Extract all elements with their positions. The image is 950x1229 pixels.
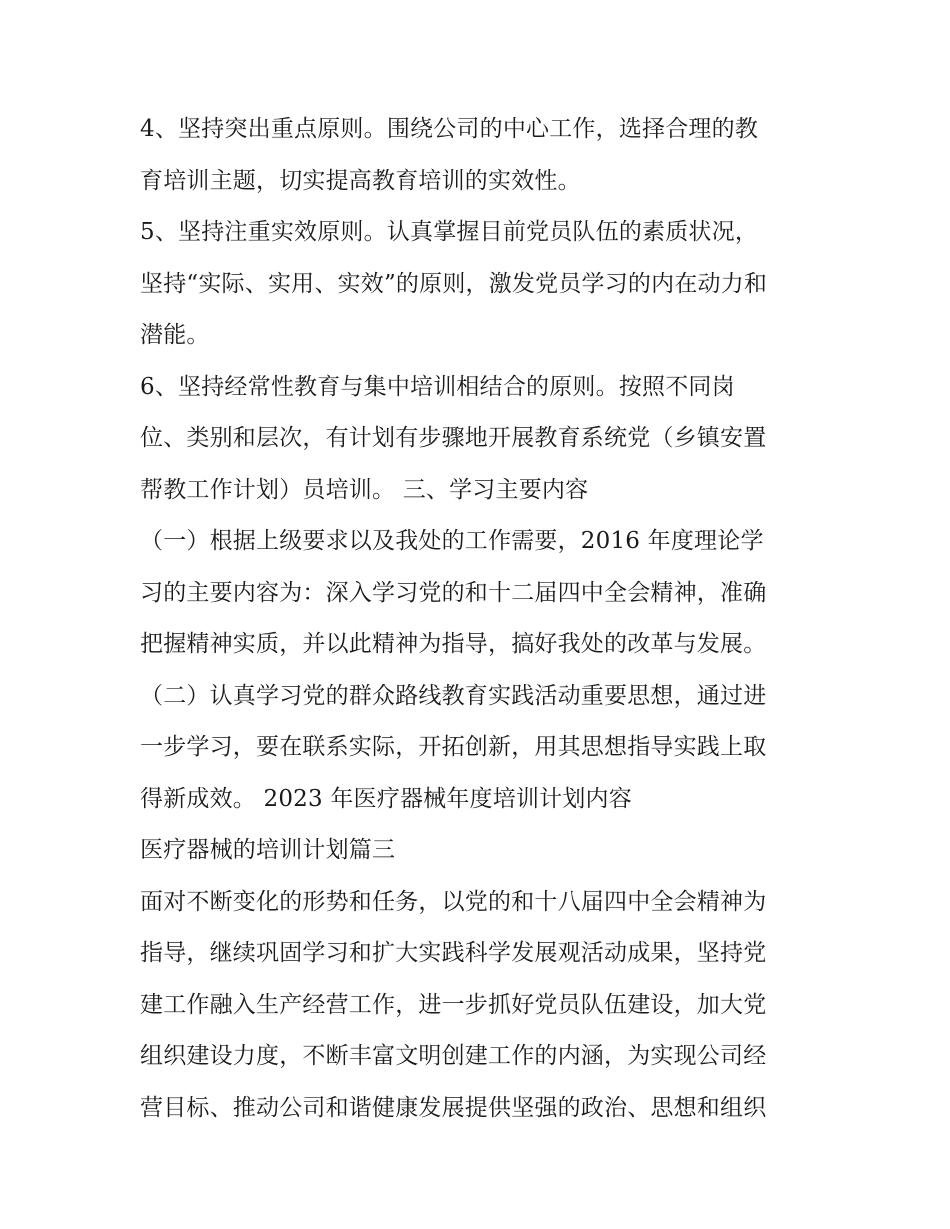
text-line: 位、类别和层次，有计划有步骤地开展教育系统党（乡镇安置 [140, 425, 767, 451]
text-line: 把握精神实质，并以此精神为指导，搞好我处的改革与发展。 [140, 631, 767, 657]
text-line: 面对不断变化的形势和任务，以党的和十八届四中全会精神为 [140, 888, 767, 915]
text-line: 组织建设力度，不断丰富文明创建工作的内涵，为实现公司经 [140, 1043, 767, 1069]
text-line: 习的主要内容为：深入学习党的和十二届四中全会精神，准确 [140, 579, 767, 606]
text-line: 4、坚持突出重点原则。围绕公司的中心工作，选择合理的教 [140, 116, 759, 142]
text-line: 坚持“实际、实用、实效”的原则，激发党员学习的内在动力和 [140, 270, 768, 297]
text-line: （一）根据上级要求以及我处的工作需要，2016 年度理论学 [140, 528, 764, 554]
text-line: 得新成效。 2023 年医疗器械年度培训计划内容 [140, 785, 632, 812]
text-line: 营目标、推动公司和谐健康发展提供坚强的政治、思想和组织 [140, 1094, 767, 1121]
text-line: 指导，继续巩固学习和扩大实践科学发展观活动成果，坚持党 [140, 940, 767, 966]
text-line: 6、坚持经常性教育与集中培训相结合的原则。按照不同岗 [140, 373, 735, 400]
text-line: 潜能。 [140, 322, 210, 348]
section-heading: 医疗器械的培训计划篇三 [140, 837, 396, 863]
text-line: 一步学习，要在联系实际，开拓创新，用其思想指导实践上取 [140, 734, 767, 760]
text-line: 帮教工作计划）员培训。 三、学习主要内容 [140, 476, 589, 503]
text-line: （二）认真学习党的群众路线教育实践活动重要思想，通过进 [140, 682, 767, 709]
text-line: 育培训主题，切实提高教育培训的实效性。 [140, 167, 581, 194]
text-line: 5、坚持注重实效原则。认真掌握目前党员队伍的素质状况， [140, 219, 759, 245]
document-body [140, 104, 820, 1134]
text-line: 建工作融入生产经营工作，进一步抓好党员队伍建设，加大党 [140, 991, 767, 1018]
